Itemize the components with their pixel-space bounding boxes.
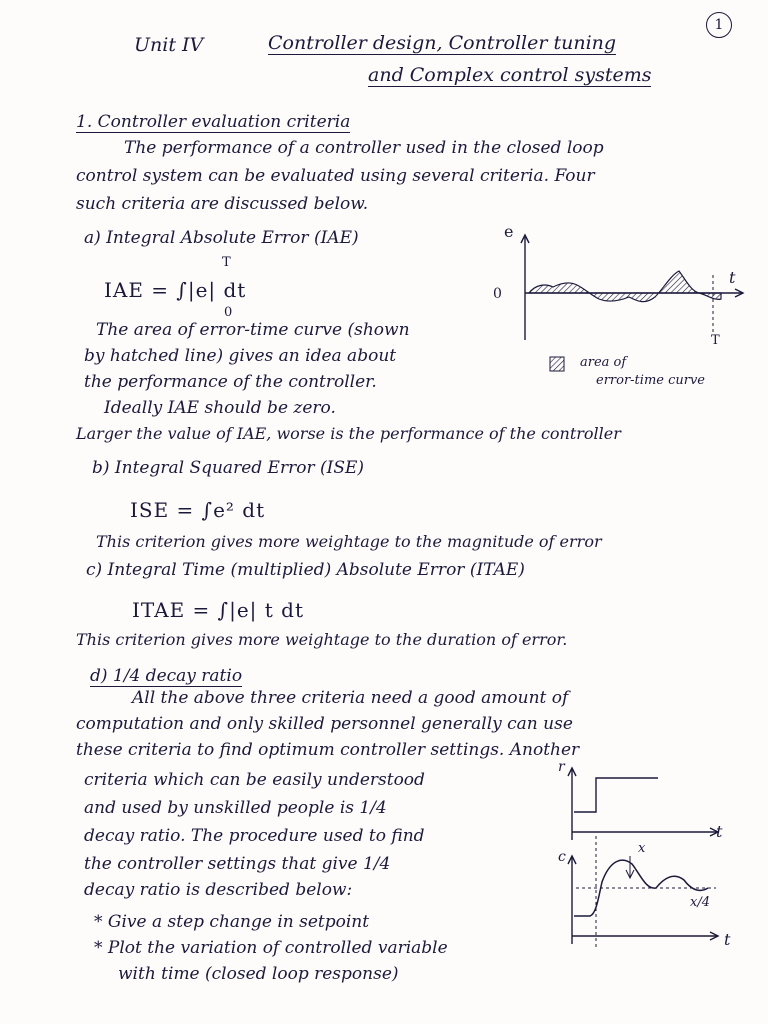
iae-text-1: The area of error-time curve (shown bbox=[96, 320, 410, 340]
error-time-graph bbox=[495, 222, 745, 355]
decay-heading: d) 1/4 decay ratio bbox=[90, 666, 243, 686]
iae-text-3: the performance of the controller. bbox=[84, 372, 377, 392]
iae-lower-limit: 0 bbox=[224, 305, 233, 320]
c-axis-label: c bbox=[558, 849, 566, 865]
ise-formula: ISE = ∫e² dt bbox=[130, 498, 266, 522]
unit-label: Unit IV bbox=[134, 34, 204, 56]
intro-line-3: such criteria are discussed below. bbox=[76, 194, 369, 214]
peak-label: x bbox=[638, 841, 646, 856]
decay-text-5: and used by unskilled people is 1/4 bbox=[84, 798, 387, 818]
itae-heading: c) Integral Time (multiplied) Absolute Error (ITAE) bbox=[86, 560, 525, 580]
bullet-2: * Plot the variation of controlled variable bbox=[94, 938, 448, 958]
intro-line-2: control system can be evaluated using several criteria. Four bbox=[76, 166, 595, 186]
graph-origin-label: 0 bbox=[493, 286, 502, 302]
decay-text-4: criteria which can be easily understood bbox=[84, 770, 425, 790]
ise-heading: b) Integral Squared Error (ISE) bbox=[92, 458, 365, 478]
iae-upper-limit: T bbox=[222, 255, 231, 270]
decay-text-6: decay ratio. The procedure used to find bbox=[84, 826, 425, 846]
legend-line-2: error-time curve bbox=[596, 373, 705, 388]
graph-t-marker: T bbox=[711, 333, 720, 348]
step-response-graph bbox=[540, 760, 740, 960]
r-axis-label: r bbox=[558, 759, 565, 775]
t-axis-label-top: t bbox=[716, 822, 723, 841]
intro-line-1: The performance of a controller used in the closed loop bbox=[124, 138, 604, 158]
iae-text-5: Larger the value of IAE, worse is the performance of the controller bbox=[76, 424, 621, 443]
decay-text-8: decay ratio is described below: bbox=[84, 880, 353, 900]
decay-text-1: All the above three criteria need a good amount of bbox=[132, 688, 569, 708]
ise-text: This criterion gives more weightage to the magnitude of error bbox=[96, 532, 602, 551]
page-number: 1 bbox=[706, 12, 732, 38]
title-line-2: and Complex control systems bbox=[368, 64, 652, 86]
iae-formula: IAE = ∫|e| dt bbox=[104, 278, 247, 302]
section-heading: 1. Controller evaluation criteria bbox=[76, 112, 351, 132]
decay-text-2: computation and only skilled personnel generally can use bbox=[76, 714, 573, 734]
t-axis-label-bottom: t bbox=[724, 930, 731, 949]
iae-text-4: Ideally IAE should be zero. bbox=[104, 398, 336, 418]
decay-text-7: the controller settings that give 1/4 bbox=[84, 854, 391, 874]
graph-x-label: t bbox=[729, 268, 736, 287]
graph-y-label: e bbox=[504, 222, 514, 241]
iae-text-2: by hatched line) gives an idea about bbox=[84, 346, 397, 366]
bullet-3: with time (closed loop response) bbox=[118, 964, 399, 984]
itae-text: This criterion gives more weightage to the duration of error. bbox=[76, 630, 568, 649]
decay-text-3: these criteria to find optimum controller settings. Another bbox=[76, 740, 580, 760]
title-line-1: Controller design, Controller tuning bbox=[268, 32, 617, 54]
ratio-label: x/4 bbox=[690, 895, 710, 910]
bullet-1: * Give a step change in setpoint bbox=[94, 912, 370, 932]
iae-heading: a) Integral Absolute Error (IAE) bbox=[84, 228, 359, 248]
legend-line-1: area of bbox=[580, 355, 627, 370]
itae-formula: ITAE = ∫|e| t dt bbox=[132, 598, 304, 622]
